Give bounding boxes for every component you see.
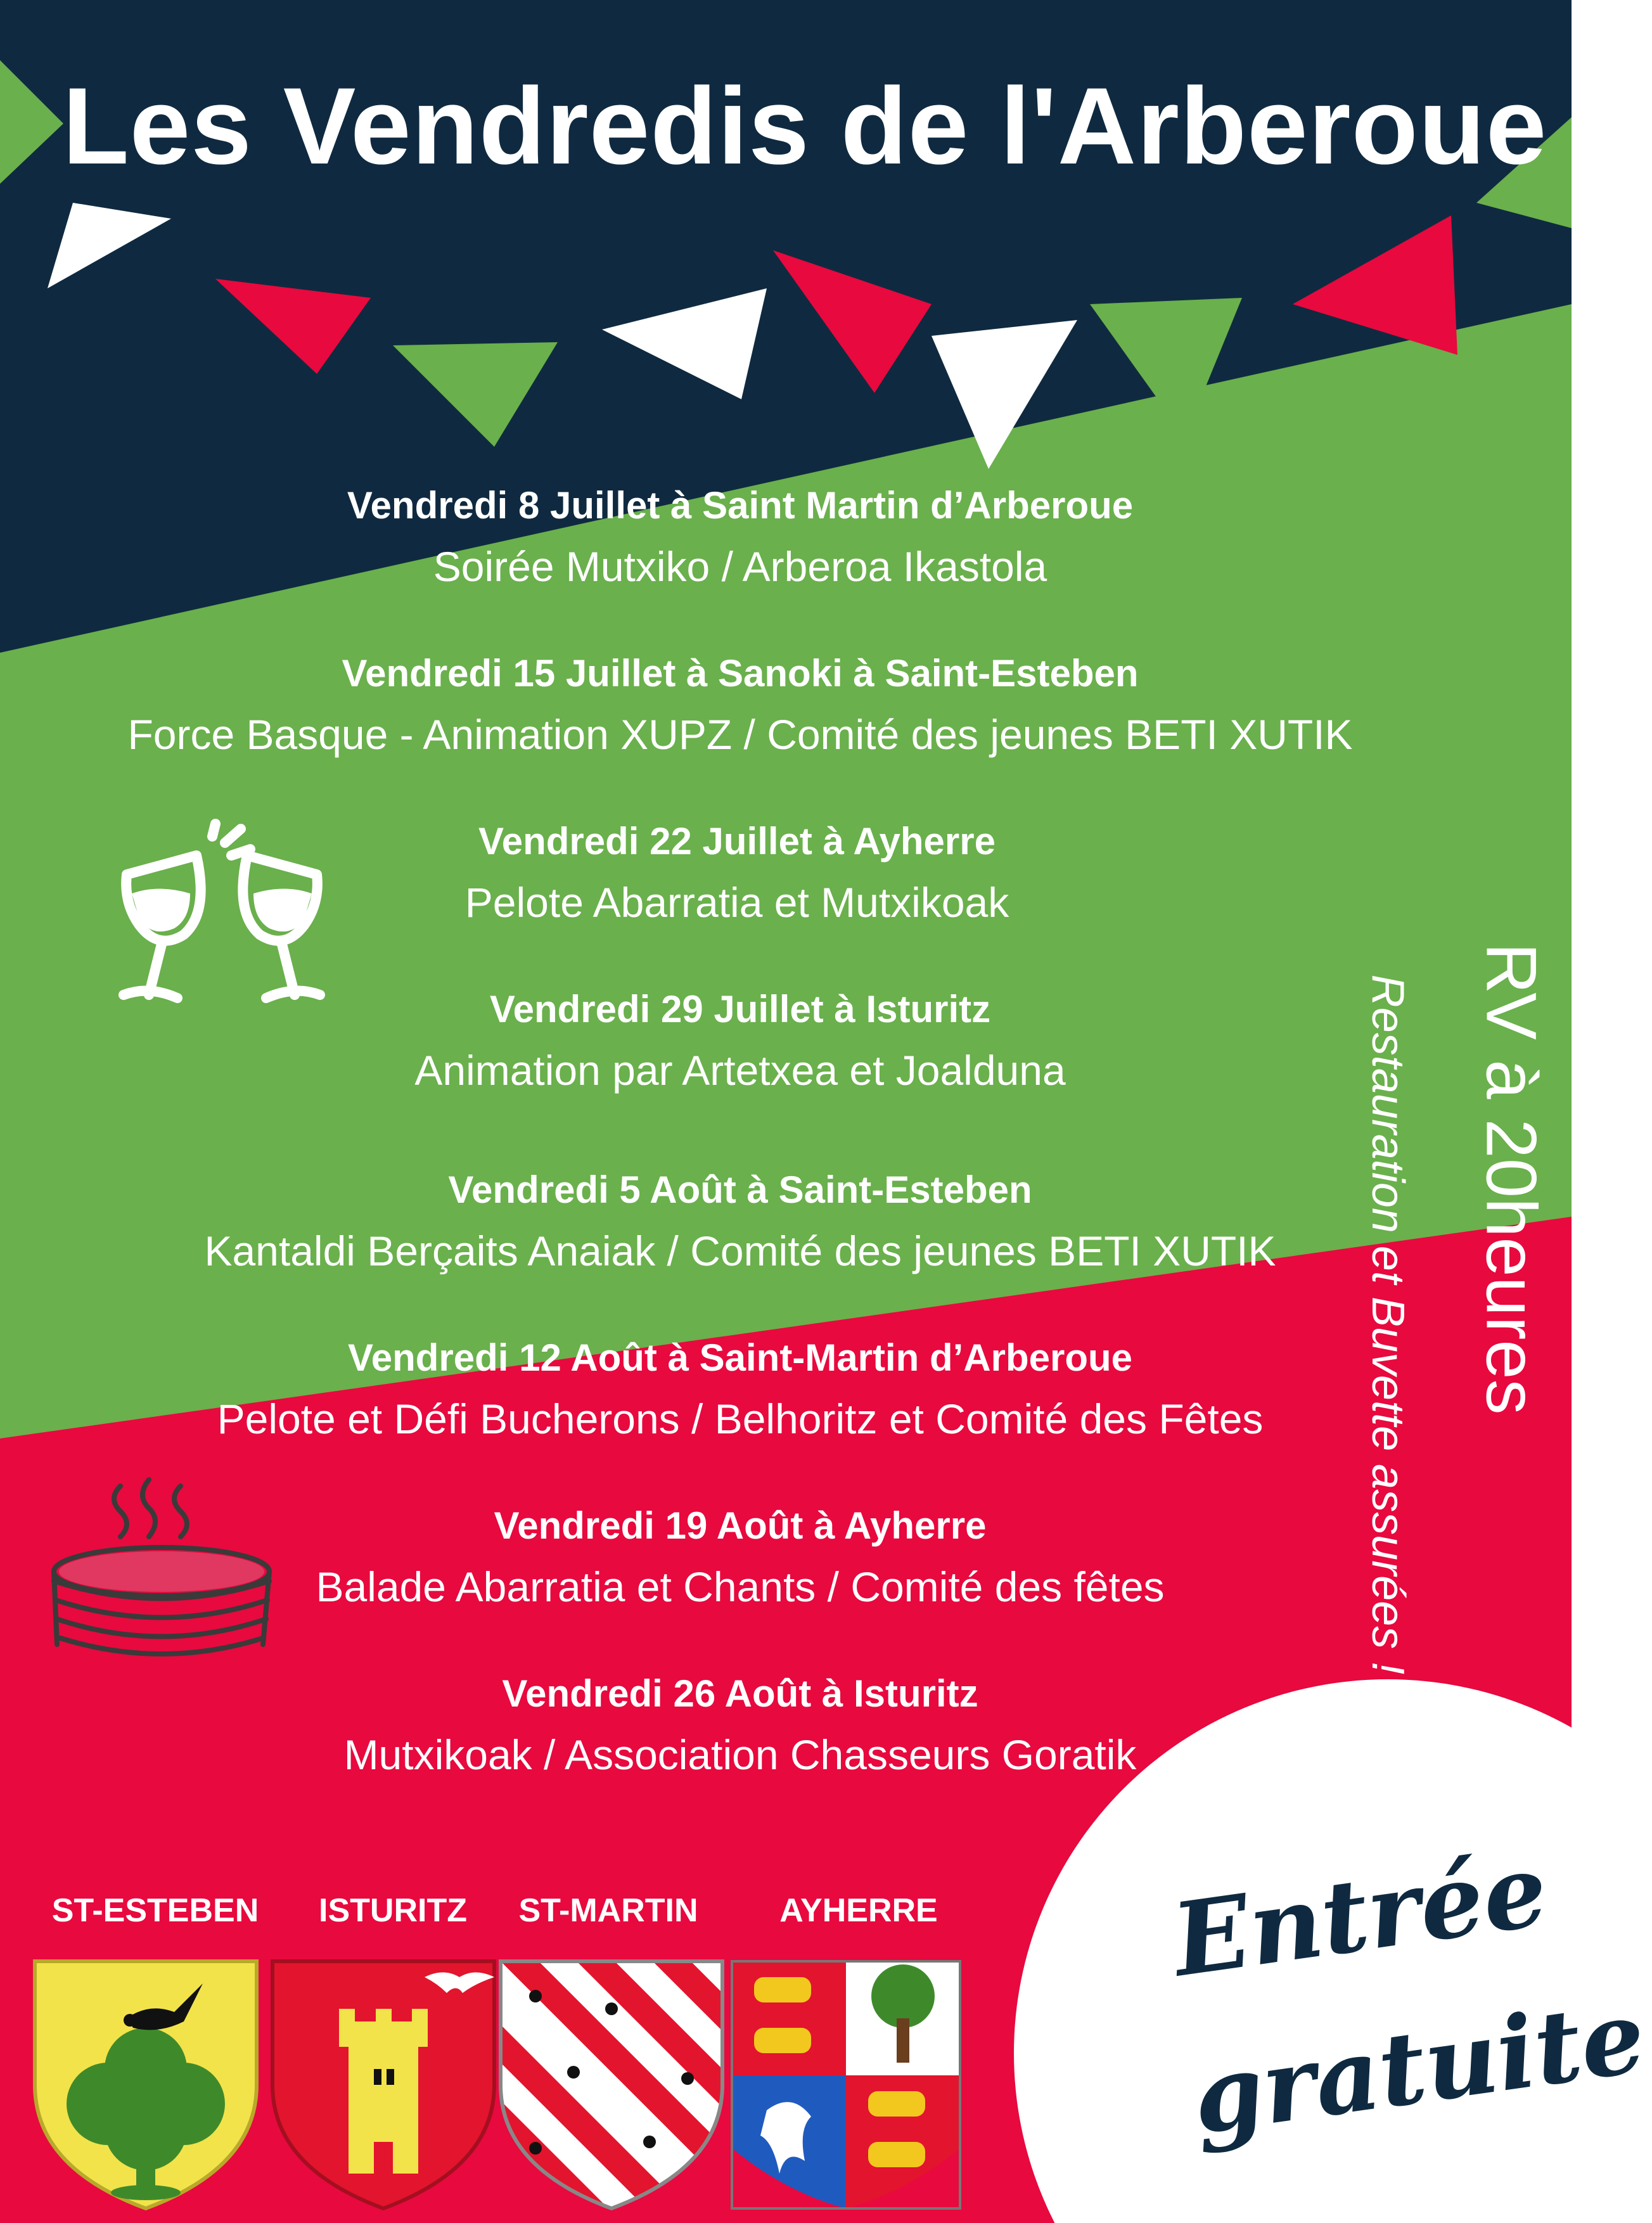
event-item [414,979,1065,1101]
event-title: Vendredi 15 Juillet à Sanoki à Saint-Esteben [342,652,1139,695]
event-item [347,475,1133,597]
isturitz-coat-of-arms [269,1958,497,2212]
restauration-note: Restauration et Buvette assurées ! [1362,974,1413,1675]
rendezvous-time: RV à 20heures [1471,942,1551,1415]
st-esteben-coat-of-arms [32,1958,260,2212]
event-title: Vendredi 26 Août à Isturitz [502,1672,978,1715]
page-title: Les Vendredis de l'Arberoue [62,65,1547,187]
event-item [344,1663,1137,1785]
event-title: Vendredi 8 Juillet à Saint Martin d’Arberoue [347,484,1134,527]
free-entry-line1: Entrée [1166,1831,1554,2000]
event-title: Vendredi 22 Juillet à Ayherre [478,820,996,862]
event-title: Vendredi 19 Août à Ayherre [494,1504,987,1547]
free-entry-line2: gratuite [1185,1977,1652,2158]
wine-glasses-icon [89,824,355,1033]
event-title: Vendredi 5 Août à Saint-Esteben [448,1169,1032,1211]
town-label-isturitz: ISTURITZ [319,1892,467,1929]
event-item [316,1496,1164,1617]
event-title: Vendredi 29 Juillet à Isturitz [489,988,991,1030]
event-item [204,1160,1276,1281]
event-description: Kantaldi Berçaits Anaiak / Comité des jeunes BETI XUTIK [204,1227,1276,1274]
town-label-ayherre: AYHERRE [779,1892,938,1929]
event-item [465,811,1009,933]
event-description: Soirée Mutxiko / Arberoa Ikastola [433,543,1047,590]
event-description: Balade Abarratia et Chants / Comité des fêtes [316,1563,1165,1610]
town-label-st-martin: ST-MARTIN [518,1892,698,1929]
event-title: Vendredi 12 Août à Saint-Martin d’Arberoue [348,1336,1132,1379]
pancake-stack-icon [38,1480,291,1689]
event-item [217,1328,1264,1449]
event-description: Animation par Artetxea et Joalduna [414,1047,1066,1094]
town-label-st-esteben: ST-ESTEBEN [51,1892,259,1929]
event-item [127,643,1352,765]
ayherre-coat-of-arms [729,1958,963,2212]
event-description: Pelote et Défi Bucherons / Belhoritz et Comité des Fêtes [217,1395,1264,1442]
event-description: Force Basque - Animation XUPZ / Comité des jeunes BETI XUTIK [127,711,1353,758]
event-description: Pelote Abarratia et Mutxikoak [464,879,1009,926]
event-description: Mutxikoak / Association Chasseurs Goratik [343,1731,1137,1778]
st-martin-coat-of-arms [497,1958,726,2212]
